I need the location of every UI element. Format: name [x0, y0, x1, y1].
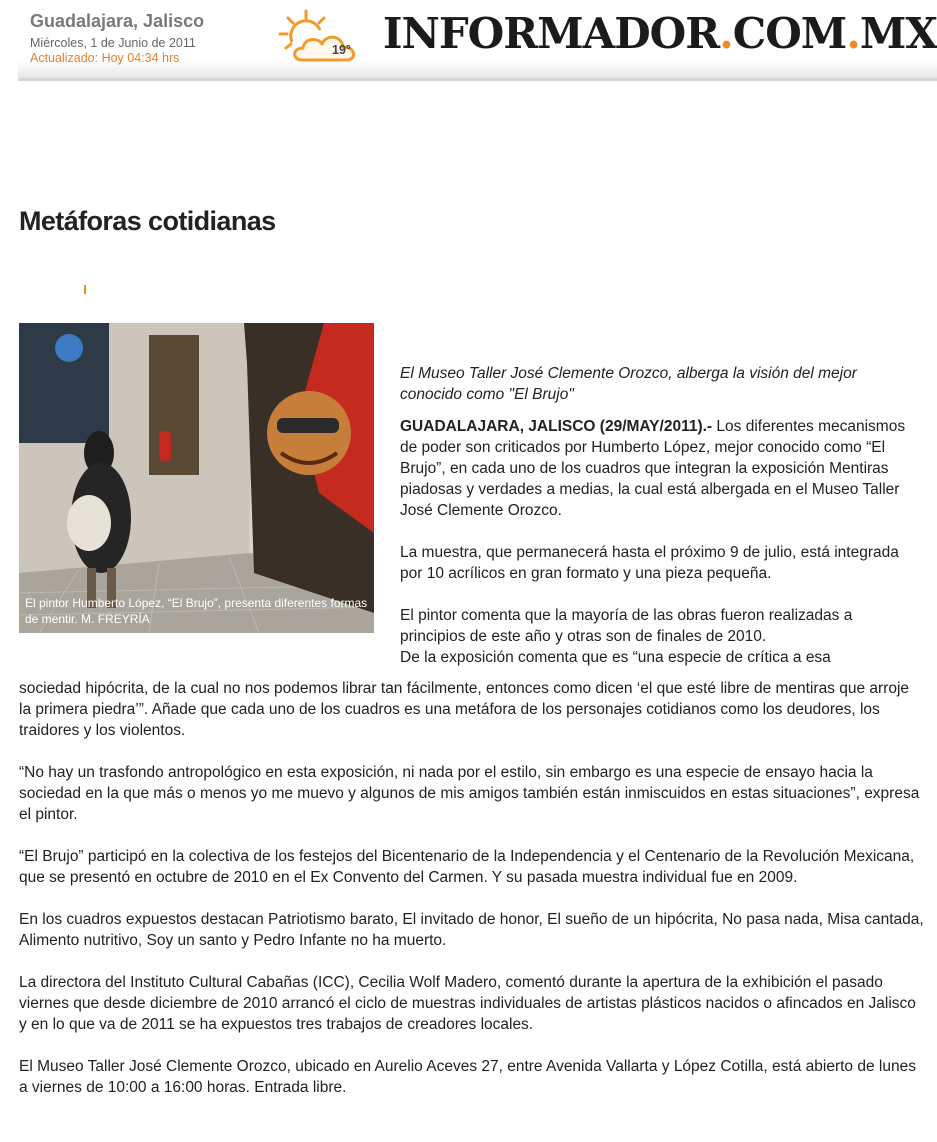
logo-dot: .: [719, 9, 733, 58]
photo-caption: El pintor Humberto López, “El Brujo”, presenta diferentes formas de mentir. M. FREYRÍA: [25, 596, 368, 626]
paragraph-2: La muestra, que permanecerá hasta el próximo 9 de julio, está integrada por 10 acrílicos en gran formato y una pieza pequeña.: [400, 544, 899, 582]
accent-mark: [84, 285, 86, 294]
paragraph-4-start: De la exposición comenta que es “una especie de crítica a esa: [400, 649, 831, 666]
updated-label: Actualizado: Hoy 04:34 hrs: [30, 51, 180, 65]
paragraph-7: En los cuadros expuestos destacan Patriotismo barato, El invitado de honor, El sueño de un hipócrita, No pasa nada, Misa cantada, Alimento nutritivo, Soy un santo y Pedro Infante no ha muerto.: [19, 911, 924, 949]
logo-text-mx: MX: [859, 9, 937, 58]
logo-text-informador: INFORMADOR: [382, 9, 720, 58]
sun-cloud-icon: [276, 8, 368, 66]
article-photo: [19, 323, 374, 633]
paragraph-4-rest: sociedad hipócrita, de la cual no nos podemos librar tan fácilmente, entonces como dicen ‘el que esté libre de mentiras que arroje la primera piedra’”. Añade que cada uno de los cuadros es una metáfora de los personajes cotidianos como los deudores, los traidores y los violentos.: [19, 680, 910, 739]
article-body: [19, 678, 924, 1119]
article-lead: El Museo Taller José Clemente Orozco, alberga la visión del mejor conocido como "El Brujo": [400, 365, 857, 403]
paragraph-6: “El Brujo” participó en la colectiva de los festejos del Bicentenario de la Independencia y el Centenario de la Revolución Mexicana, que se presentó en octubre de 2010 en el Ex Convento del Carmen. Y su pasada muestra individual fue en 2009.: [19, 848, 915, 886]
site-logo[interactable]: [382, 9, 937, 58]
paragraph-9: El Museo Taller José Clemente Orozco, ubicado en Aurelio Aceves 27, entre Avenida Vallarta y López Cotilla, está abierto de lunes a viernes de 10:00 a 16:00 horas. Entrada libre.: [19, 1058, 916, 1096]
paragraph-3: El pintor comenta que la mayoría de las obras fueron realizadas a principios de este año y otras son de finales de 2010.: [400, 607, 853, 645]
logo-text-com: COM: [732, 9, 847, 58]
date-label: Miércoles, 1 de Junio de 2011: [30, 36, 196, 50]
article-intro: [400, 363, 920, 668]
logo-dot: .: [846, 9, 860, 58]
paragraph-1-text: Los diferentes mecanismos de poder son criticados por Humberto López, mejor conocido como “El Brujo”, en cada uno de los cuadros que integran la exposición Mentiras piadosas y verdades a medias, la cual está albergada en el Museo Taller José Clemente Orozco.: [400, 418, 906, 519]
paragraph-1: [400, 416, 920, 521]
gallery-photo-illustration: [19, 323, 374, 633]
site-header: [18, 0, 937, 81]
paragraph-8: La directora del Instituto Cultural Cabañas (ICC), Cecilia Wolf Madero, comentó durante la apertura de la exhibición el pasado viernes que desde diciembre de 2010 arrancó el ciclo de muestras individuales de artistas plásticos nacidos o afincados en Jalisco y en lo que va de 2011 se ha expuestos tres trabajos de creadores locales.: [19, 974, 916, 1033]
temperature-label: 19°: [332, 43, 351, 57]
dateline: GUADALAJARA, JALISCO (29/MAY/2011).-: [400, 418, 713, 435]
article-title: Metáforas cotidianas: [19, 206, 276, 236]
paragraph-5: “No hay un trasfondo antropológico en esta exposición, ni nada por el estilo, sin embargo es una especie de ensayo hacia la sociedad en la que más o menos yo me muevo y algunos de mis amigos también están inmiscuidos en estas situaciones”, expresa el pintor.: [19, 764, 920, 823]
city-label: Guadalajara, Jalisco: [30, 11, 205, 31]
